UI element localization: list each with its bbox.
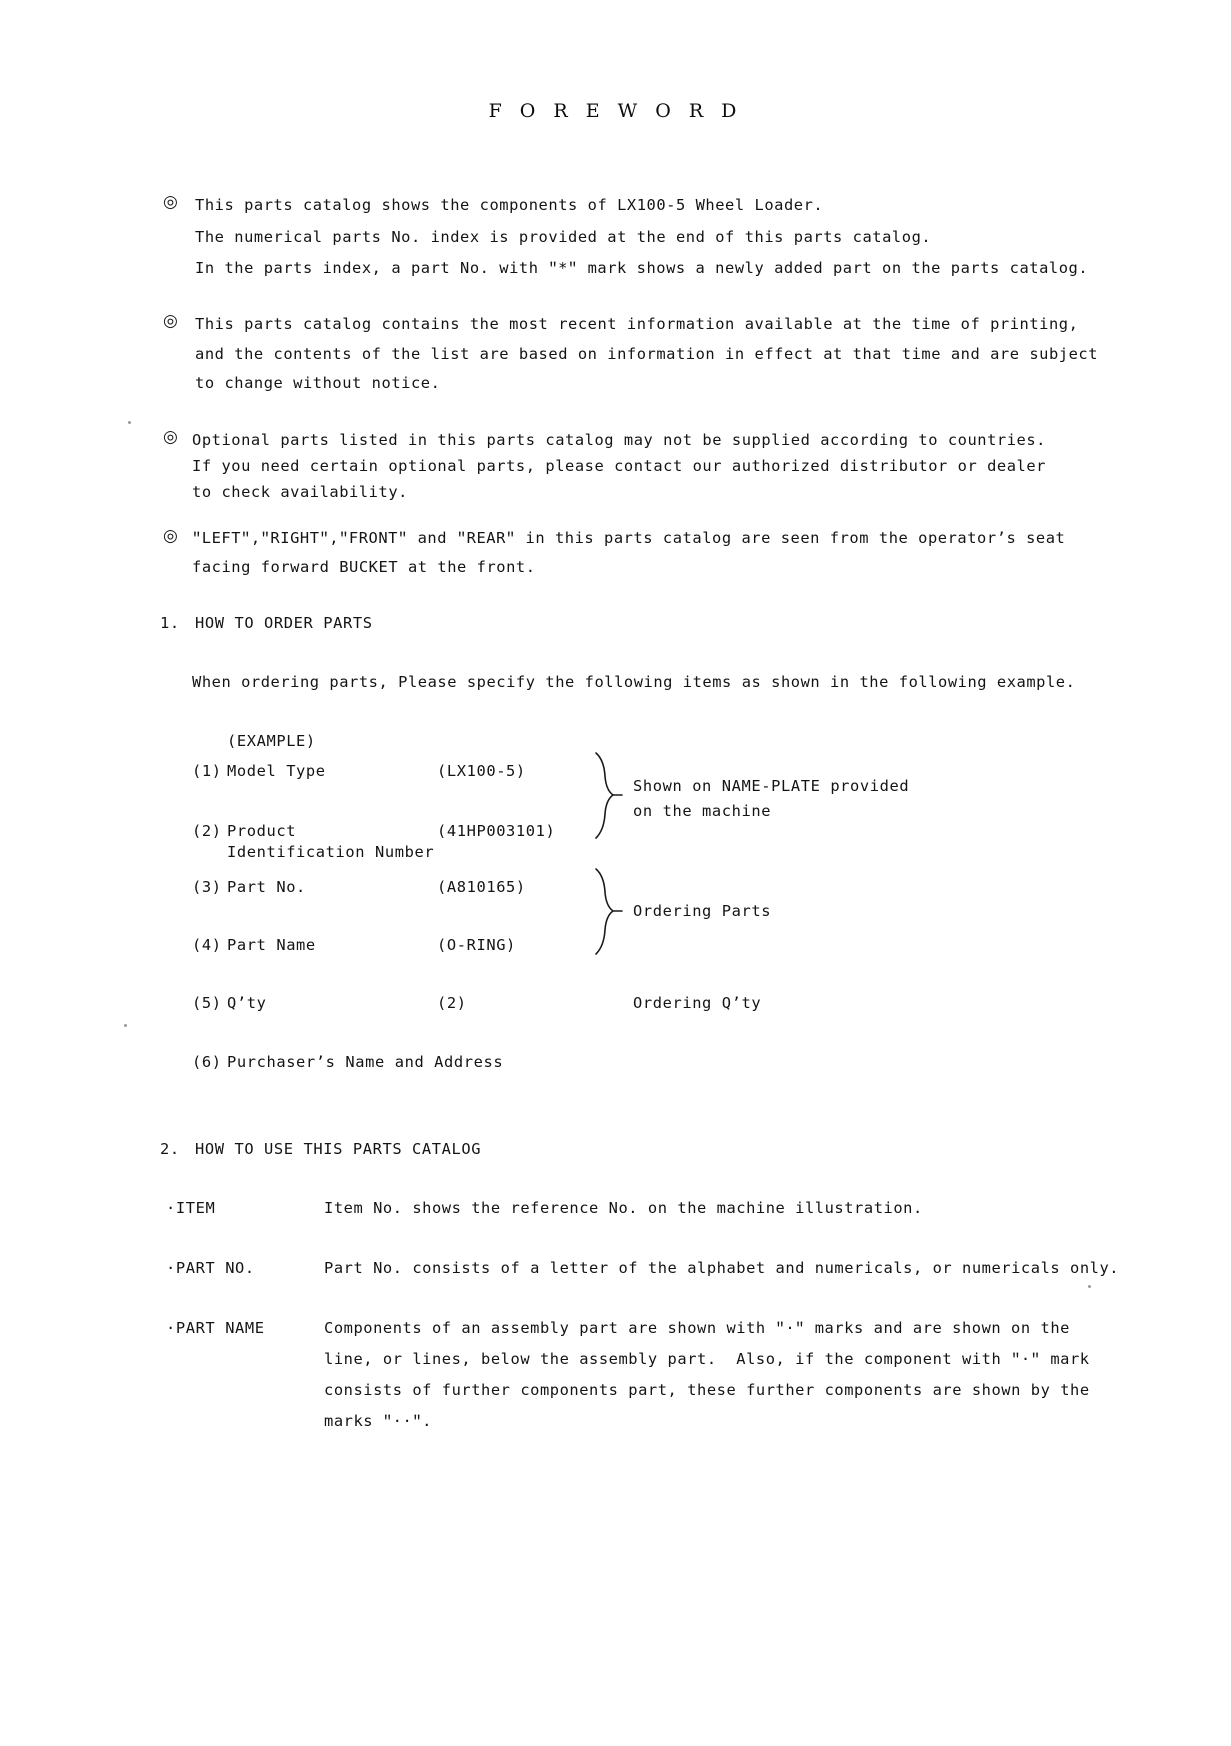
example-row-label: Part Name bbox=[227, 936, 316, 954]
note-line: to check availability. bbox=[192, 483, 408, 501]
bullet-icon: ◎ bbox=[163, 311, 178, 331]
definition-text: marks ʺ··ʺ. bbox=[324, 1412, 432, 1430]
page-title: F O R E W O R D bbox=[488, 100, 743, 122]
definition-text: line, or lines, below the assembly part. Also, if the component with ʺ·ʺ mark bbox=[324, 1350, 1090, 1368]
section-2-heading: HOW TO USE THIS PARTS CATALOG bbox=[195, 1140, 482, 1158]
example-row-index: (3) bbox=[192, 878, 222, 896]
note-line: Optional parts listed in this parts catalog may not be supplied according to countries. bbox=[192, 431, 1046, 449]
annotation-ordering-parts: Ordering Parts bbox=[633, 902, 772, 920]
example-row-value: (LX100-5) bbox=[437, 762, 526, 780]
section-1-number: 1. bbox=[160, 614, 180, 632]
grouping-brace-ordering-parts-icon bbox=[592, 866, 626, 958]
section-1-intro: When ordering parts, Please specify the following items as shown in the following example. bbox=[192, 673, 1076, 691]
bullet-icon: ◎ bbox=[163, 192, 178, 212]
example-row-value: (2) bbox=[437, 994, 467, 1012]
scan-speck bbox=[128, 421, 131, 424]
example-row-value: (O-RING) bbox=[437, 936, 516, 954]
definition-text: Part No. consists of a letter of the alphabet and numericals, or numericals only. bbox=[324, 1259, 1120, 1277]
note-line: ʺLEFTʺ,ʺRIGHTʺ,ʺFRONTʺ and ʺREARʺ in this parts catalog are seen from the operator’s seat bbox=[192, 529, 1066, 547]
definition-term-part-no: ·PART NO. bbox=[166, 1259, 255, 1277]
definition-text: Item No. shows the reference No. on the machine illustration. bbox=[324, 1199, 923, 1217]
example-row-label: Part No. bbox=[227, 878, 306, 896]
note-line: If you need certain optional parts, please contact our authorized distributor or dealer bbox=[192, 457, 1046, 475]
note-line: The numerical parts No. index is provided at the end of this parts catalog. bbox=[195, 228, 932, 246]
definition-term-part-name: ·PART NAME bbox=[166, 1319, 265, 1337]
example-row-label: Q’ty bbox=[227, 994, 267, 1012]
example-row-value: (A810165) bbox=[437, 878, 526, 896]
definition-text: consists of further components part, these further components are shown by the bbox=[324, 1381, 1090, 1399]
definition-term-item: ·ITEM bbox=[166, 1199, 216, 1217]
scan-speck bbox=[124, 1024, 127, 1027]
example-row-label: Product bbox=[227, 822, 297, 840]
note-line: This parts catalog shows the components of LX100-5 Wheel Loader. bbox=[195, 196, 824, 214]
example-row-label-second: Identification Number bbox=[227, 843, 435, 861]
note-line: In the parts index, a part No. with ʺ*ʺ mark shows a newly added part on the parts catalog. bbox=[195, 259, 1089, 277]
example-label: (EXAMPLE) bbox=[227, 732, 316, 750]
note-line: This parts catalog contains the most recent information available at the time of printing, bbox=[195, 315, 1079, 333]
annotation-nameplate-line2: on the machine bbox=[633, 802, 772, 820]
example-row-label: Model Type bbox=[227, 762, 326, 780]
scan-speck bbox=[1088, 1285, 1091, 1288]
example-row-index: (5) bbox=[192, 994, 222, 1012]
bullet-icon: ◎ bbox=[163, 427, 178, 447]
bullet-icon: ◎ bbox=[163, 526, 178, 546]
example-row-index: (1) bbox=[192, 762, 222, 780]
example-row-index: (4) bbox=[192, 936, 222, 954]
example-row-label: Purchaser’s Name and Address bbox=[227, 1053, 504, 1071]
definition-text: Components of an assembly part are shown with ʺ·ʺ marks and are shown on the bbox=[324, 1319, 1070, 1337]
section-1-heading: HOW TO ORDER PARTS bbox=[195, 614, 373, 632]
grouping-brace-nameplate-icon bbox=[592, 750, 626, 842]
example-row-index: (2) bbox=[192, 822, 222, 840]
example-row-value: (41HP003101) bbox=[437, 822, 556, 840]
section-2-number: 2. bbox=[160, 1140, 180, 1158]
note-line: and the contents of the list are based on information in effect at that time and are subject bbox=[195, 345, 1099, 363]
note-line: to change without notice. bbox=[195, 374, 441, 392]
annotation-nameplate-line1: Shown on NAME-PLATE provided bbox=[633, 777, 910, 795]
note-line: facing forward BUCKET at the front. bbox=[192, 558, 536, 576]
annotation-ordering-qty: Ordering Q’ty bbox=[633, 994, 762, 1012]
example-row-index: (6) bbox=[192, 1053, 222, 1071]
